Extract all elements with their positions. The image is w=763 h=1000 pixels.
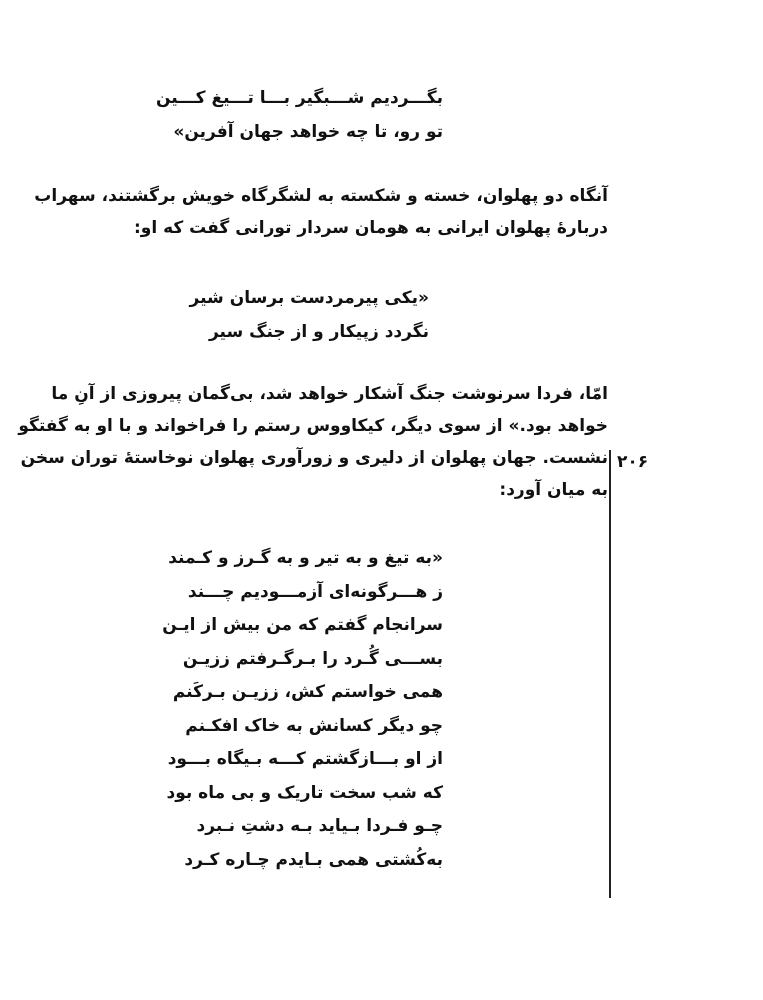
paragraph-line: امّا، فردا سرنوشت جنگ آشکار خواهد شد، بی‌گمان پیروزی از آنِ ما	[51, 384, 608, 404]
verse-line: به‌کُشتی همی بـایدم چـاره کـرد	[184, 849, 443, 870]
verse-line: ز هـــرگونه‌ای آزمـــودیم چـــند	[187, 581, 443, 602]
verse-line: چو دیگر کسانش به خاک افکـنم	[185, 715, 443, 736]
paragraph-line: آنگاه دو پهلوان، خسته و شکسته به لشگرگاه خویش برگشتند، سهراب	[34, 186, 608, 206]
paragraph-1	[34, 180, 608, 244]
verse-block-3	[162, 542, 443, 877]
paragraph-2	[18, 378, 608, 506]
verse-line: همی خواستم کش، ززیـن بـرکَنم	[172, 682, 443, 702]
verse-line: سرانجام گفتم که من بیش از ایـن	[162, 615, 443, 635]
page-number: ۲۰۶	[617, 452, 649, 472]
verse-line: تو رو، تا چه خواهد جهان آفرین»	[173, 121, 443, 142]
verse-line: از او بـــازگشتم کـــه بـیگاه بـــود	[167, 749, 443, 769]
margin-rule	[609, 450, 611, 898]
verse-block-2	[190, 282, 429, 349]
paragraph-line: خواهد بود.» از سوی دیگر، کیکاووس رستم را فراخواند و با او به گفتگو	[18, 416, 608, 436]
verse-line: «به تیغ و به تیر و به گـرز و کـمند	[168, 548, 443, 568]
paragraph-line: نشست. جهان پهلوان از دلیری و زورآوری پهلوان نوخاستهٔ توران سخن	[20, 448, 608, 468]
paragraph-line: به میان آورد:	[499, 480, 608, 500]
verse-line: که شب سخت تاریک و بی ماه بود	[166, 782, 443, 803]
verse-line: بگـــردیم شـــبگیر بـــا تـــیغ کـــین	[156, 88, 443, 108]
paragraph-line: دربارهٔ پهلوان ایرانی به هومان سردار تورانی گفت که او:	[133, 218, 608, 238]
verse-line: نگردد زپیکار و از جنگ سیر	[208, 321, 429, 342]
verse-line: «یکی پیرمردست برسان شیر	[189, 288, 429, 308]
verse-block-1	[156, 82, 443, 149]
verse-line: بســـی گُـرد را بـرگـرفتم ززیـن	[182, 648, 443, 669]
verse-line: چـو فـردا بـیاید بـه دشتِ نـبرد	[196, 816, 443, 836]
